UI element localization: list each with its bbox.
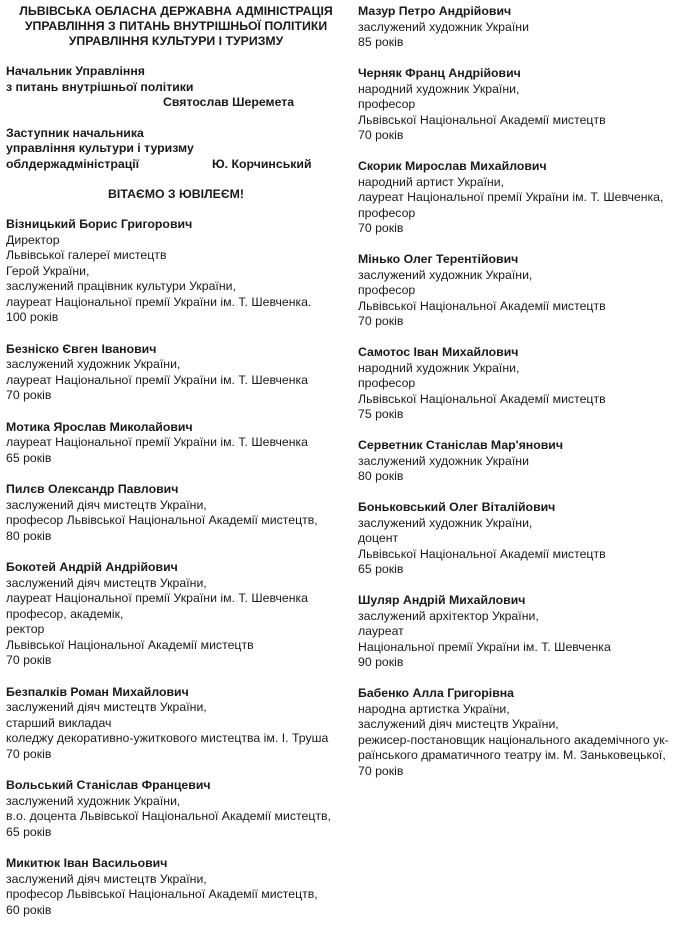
honoree-detail: 80 років — [358, 469, 404, 483]
signatory-title: Начальник Управління — [6, 64, 145, 78]
honoree-entry — [358, 66, 698, 144]
honoree-detail: заслужений діяч мистецтв України, — [6, 700, 207, 714]
honoree-entry — [6, 560, 346, 669]
honoree-name: Микитюк Іван Васильович — [6, 856, 168, 870]
honoree-detail: 85 років — [358, 35, 404, 49]
honoree-name: Вольський Станіслав Францевич — [6, 778, 211, 792]
honoree-detail: Львівської Національної Академії мистецтв — [358, 112, 606, 127]
signatory-title: Заступник начальника — [6, 125, 144, 140]
honoree-detail: 70 років — [358, 221, 404, 235]
signatory-name: Святослав Шеремета — [163, 95, 295, 109]
signatory-block — [6, 64, 346, 111]
signatory-title: з питань внутрішньої політики — [6, 79, 194, 94]
honoree-entry — [6, 685, 346, 763]
honoree-entry — [6, 420, 346, 467]
honoree-detail: заслужений художник України — [358, 453, 529, 468]
honoree-detail: лауреат — [358, 624, 404, 638]
honoree-detail: лауреат Національної премії України ім. Т. Шевченка — [6, 435, 308, 449]
honoree-detail: 70 років — [358, 128, 404, 142]
honoree-name: Пилєв Олександр Павлович — [6, 482, 179, 496]
honoree-detail: Львівської галереї мистецтв — [6, 248, 167, 262]
right-column — [358, 4, 698, 795]
honoree-name: Безпалків Роман Михайлович — [6, 684, 189, 699]
honoree-detail: режисер-постановщик національного академічного ук- — [358, 732, 669, 747]
honoree-detail: в.о. доцента Львівської Національної Академії мистецтв, — [6, 809, 331, 823]
honoree-detail: народний художник України, — [358, 81, 520, 96]
right-entries — [358, 4, 698, 779]
honoree-detail: народний артист України, — [358, 174, 505, 189]
honoree-detail: 70 років — [358, 314, 404, 328]
honoree-detail: старший викладач — [6, 715, 112, 730]
honoree-detail: раїнського драматичного театру ім. М. Заньковецької, — [358, 748, 666, 762]
honoree-detail: лауреат Національної премії України ім. Т. Шевченка — [6, 372, 308, 387]
honoree-entry — [6, 217, 346, 326]
honoree-detail: Львівської Національної Академії мистецтв — [358, 298, 606, 313]
honoree-detail: заслужений художник України — [358, 19, 529, 34]
honoree-detail: заслужений художник України, — [358, 515, 533, 530]
honoree-name: Безніско Євген Іванович — [6, 341, 157, 356]
honoree-detail: заслужений працівник культури України, — [6, 279, 236, 293]
honoree-entry — [358, 252, 698, 330]
honoree-detail: заслужений художник України, — [358, 267, 533, 282]
honoree-detail: 70 років — [6, 653, 52, 667]
honoree-entry — [6, 778, 346, 840]
honoree-name: Бабенко Алла Григорівна — [358, 686, 515, 700]
honoree-entry — [358, 159, 698, 237]
honoree-detail: 75 років — [358, 407, 404, 421]
honoree-detail: заслужений діяч мистецтв України, — [358, 717, 559, 731]
honoree-detail: 60 років — [6, 902, 52, 917]
honoree-detail: Герой України, — [6, 263, 90, 278]
honoree-entry — [358, 500, 698, 578]
honoree-detail: заслужений художник України, — [6, 793, 181, 808]
honoree-detail: професор — [358, 205, 416, 220]
honoree-detail: професор Львівської Національної Академії мистецтв, — [6, 513, 318, 527]
document-header — [6, 4, 346, 49]
header-line: УПРАВЛІННЯ З ПИТАНЬ ВНУТРІШНЬОЇ ПОЛІТИКИ — [24, 19, 328, 33]
signatory-block — [6, 126, 346, 173]
honoree-name: Скорик Мирослав Михайлович — [358, 159, 547, 173]
honoree-detail: 70 років — [358, 763, 404, 778]
honoree-name: Шуляр Андрій Михайлович — [358, 593, 526, 607]
honoree-name: Серветник Станіслав Мар'янович — [358, 438, 563, 452]
honoree-entry — [6, 342, 346, 404]
honoree-detail: заслужений архітектор України, — [358, 608, 539, 623]
honoree-detail: коледжу декоративно-ужиткового мистецтва ім. І. Труша — [6, 731, 329, 745]
honoree-detail: професор Львівської Національної Академії мистецтв, — [6, 887, 318, 901]
honoree-detail: 100 років — [6, 310, 59, 324]
left-entries — [6, 217, 346, 918]
honoree-detail: лауреат Національної премії України ім. Т. Шевченка, — [358, 190, 664, 204]
signatory-row — [6, 157, 346, 173]
honoree-entry — [358, 345, 698, 423]
honoree-detail: 80 років — [6, 528, 52, 543]
honoree-detail: заслужений діяч мистецтв України, — [6, 575, 207, 590]
honoree-name: Мазур Петро Андрійович — [358, 4, 512, 18]
honoree-detail: професор — [358, 376, 416, 390]
honoree-detail: лауреат Національної премії України ім. Т. Шевченка. — [6, 294, 312, 309]
honoree-entry — [358, 593, 698, 671]
honoree-detail: 70 років — [6, 388, 52, 402]
honoree-name: Бокотей Андрій Андрійович — [6, 560, 178, 574]
greeting-heading: ВІТАЄМО З ЮВІЛЕЄМ! — [108, 187, 244, 201]
honoree-detail: Директор — [6, 232, 60, 247]
honoree-name: Черняк Франц Андрійович — [358, 66, 521, 80]
honoree-detail: професор — [358, 97, 416, 111]
honoree-detail: Львівської Національної Академії мистецтв — [358, 546, 606, 561]
honoree-detail: 70 років — [6, 746, 52, 761]
honoree-name: Мінько Олег Терентійович — [358, 252, 519, 266]
signatory-title: управління культури і туризму — [6, 141, 194, 155]
signatory-title: облдержадміністрації — [6, 156, 140, 171]
honoree-detail: заслужений діяч мистецтв України, — [6, 871, 207, 886]
honoree-detail: заслужений діяч мистецтв України, — [6, 497, 207, 512]
honoree-entry — [358, 686, 698, 779]
honoree-name: Візницький Борис Григорович — [6, 217, 193, 231]
honoree-entry — [358, 4, 698, 51]
left-column — [6, 4, 346, 934]
signatory-name: Ю. Корчинський — [212, 156, 312, 171]
honoree-detail: 65 років — [6, 450, 52, 465]
honoree-detail: 90 років — [358, 655, 404, 669]
honoree-detail: заслужений художник України, — [6, 357, 181, 371]
header-line: ЛЬВІВСЬКА ОБЛАСНА ДЕРЖАВНА АДМІНІСТРАЦІЯ — [19, 4, 333, 18]
honoree-detail: Львівської Національної Академії мистецтв — [358, 391, 606, 406]
honoree-detail: 65 років — [358, 562, 404, 576]
honoree-entry — [358, 438, 698, 485]
honoree-detail: народний художник України, — [358, 360, 520, 375]
honoree-detail: народна артистка України, — [358, 701, 510, 716]
honoree-detail: 65 років — [6, 824, 52, 839]
honoree-detail: професор — [358, 283, 416, 297]
honoree-detail: професор, академік, — [6, 606, 124, 621]
honoree-name: Боньковський Олег Віталійович — [358, 500, 556, 514]
honoree-entry — [6, 856, 346, 918]
header-line: УПРАВЛІННЯ КУЛЬТУРИ І ТУРИЗМУ — [68, 34, 284, 48]
honoree-entry — [6, 482, 346, 544]
honoree-detail: ректор — [6, 622, 45, 636]
honoree-name: Самотос Іван Михайлович — [358, 345, 519, 359]
honoree-detail: Львівської Національної Академії мистецтв — [6, 637, 254, 652]
honoree-detail: Національної премії України ім. Т. Шевченка — [358, 639, 611, 654]
honoree-detail: доцент — [358, 531, 399, 545]
honoree-detail: лауреат Національної премії України ім. Т. Шевченка — [6, 591, 308, 605]
honoree-name: Мотика Ярослав Миколайович — [6, 419, 193, 434]
